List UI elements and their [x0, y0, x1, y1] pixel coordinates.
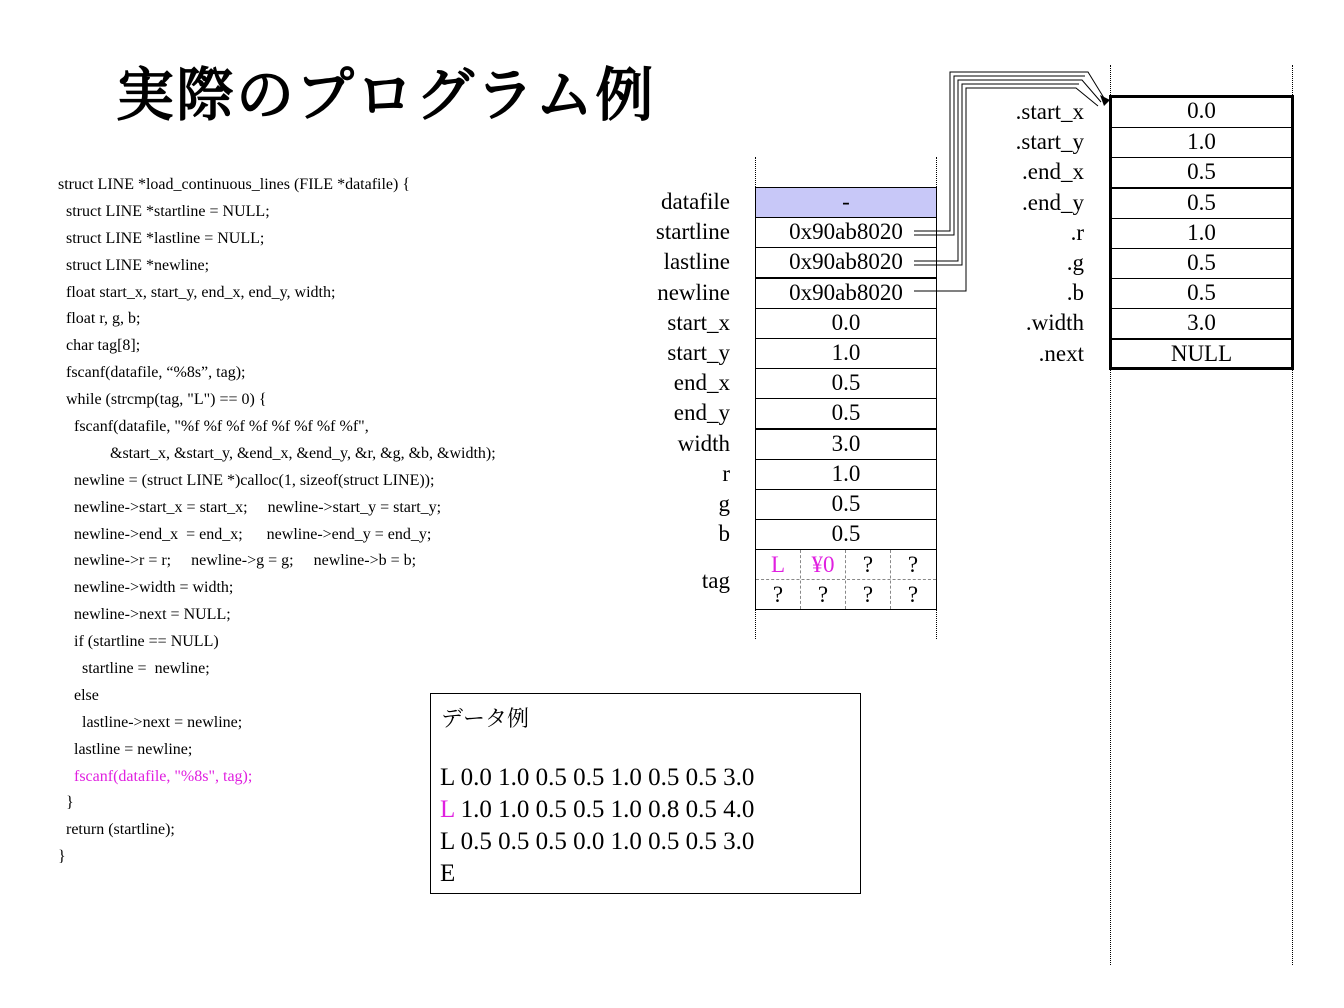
stack-var-value: 0x90ab8020 [755, 217, 937, 248]
stack-var-label: startline [655, 219, 730, 245]
stack-top-edge-left [755, 157, 756, 187]
data-line-tag: L [440, 796, 455, 823]
stack-var-label: start_x [667, 309, 730, 335]
code-line: startline = newline; [58, 660, 210, 678]
code-line: if (startline == NULL) [58, 633, 219, 651]
tag-label: tag [701, 568, 730, 593]
data-line-values: 0.0 1.0 0.5 0.5 1.0 0.5 0.5 3.0 [454, 764, 755, 791]
code-line: fscanf(datafile, "%f %f %f %f %f %f %f %f", [58, 418, 369, 436]
data-example-box [430, 693, 861, 894]
code-line: &start_x, &start_y, &end_x, &end_y, &r, &g, &b, &width); [58, 444, 496, 462]
struct-field-value: 1.0 [1112, 218, 1291, 249]
tag-char: ? [862, 552, 874, 577]
struct-field-label: .start_y [1015, 129, 1084, 155]
code-line: } [58, 848, 66, 866]
struct-field-value: 1.0 [1112, 127, 1291, 158]
stack-var-value: 3.0 [755, 429, 937, 460]
tag-char: ? [907, 552, 919, 577]
code-line: lastline = newline; [58, 740, 193, 758]
stack-bottom-edge-left [755, 609, 756, 639]
stack-var-label: newline [657, 279, 730, 305]
code-line: float r, g, b; [58, 310, 141, 328]
code-line: newline->next = NULL; [58, 606, 231, 624]
struct-field-label: .g [1066, 250, 1084, 275]
stack-var-value: 0x90ab8020 [755, 278, 937, 309]
stack-var-value: 1.0 [755, 338, 937, 369]
code-line: struct LINE *load_continuous_lines (FILE *datafile) { [58, 176, 411, 193]
code-line: fscanf(datafile, "%8s", tag); [58, 767, 253, 785]
tag-char: ? [817, 582, 829, 607]
data-line-tag: L [440, 764, 455, 791]
stack-var-label: start_y [667, 340, 730, 365]
stack-var-value: - [755, 187, 937, 218]
code-line: fscanf(datafile, “%8s”, tag); [58, 364, 246, 382]
data-line-tag: E [440, 860, 456, 887]
code-line: struct LINE *newline; [58, 256, 210, 274]
stack-var-value: 0.5 [755, 368, 937, 399]
stack-var-value: 0x90ab8020 [755, 247, 937, 278]
code-line: float start_x, start_y, end_x, end_y, width; [58, 283, 336, 301]
code-line: newline = (struct LINE *)calloc(1, sizeof(struct LINE)); [58, 471, 435, 489]
struct-field-label: .width [1025, 310, 1084, 336]
stack-var-label: width [677, 430, 730, 456]
code-line: return (startline); [58, 821, 175, 839]
code-line: lastline->next = newline; [58, 713, 243, 731]
stack-var-value: 1.0 [755, 459, 937, 490]
struct-field-value: 0.5 [1112, 188, 1291, 219]
tag-char: ¥0 [811, 552, 835, 577]
code-line: newline->r = r; newline->g = g; newline->b = b; [58, 552, 417, 570]
stack-var-label: g [718, 491, 730, 516]
stack-var-label: end_y [673, 400, 730, 426]
code-line: struct LINE *startline = NULL; [58, 202, 270, 220]
struct-field-label: .end_x [1022, 159, 1084, 185]
struct-field-label: .end_y [1022, 189, 1084, 215]
tag-char: ? [862, 582, 874, 607]
struct-field-label: .r [1070, 219, 1084, 245]
stack-var-value: 0.0 [755, 308, 937, 339]
slide-title: 実際のプログラム例 [116, 61, 656, 129]
stack-top-edge-right [936, 157, 937, 187]
data-example-line [440, 860, 455, 888]
code-line: newline->start_x = start_x; newline->start_y = start_y; [58, 498, 442, 516]
struct-field-value: 3.0 [1112, 308, 1291, 339]
stack-var-label: b [718, 521, 730, 547]
struct-field-value: 0.5 [1112, 248, 1291, 279]
stack-bottom-edge-right [936, 609, 937, 639]
struct-field-value: 0.5 [1112, 278, 1291, 309]
struct-field-label: .start_x [1015, 99, 1084, 124]
struct-field-value: NULL [1112, 339, 1291, 370]
tag-char: L [770, 552, 786, 577]
stack-var-value: 0.5 [755, 519, 937, 550]
code-line: newline->end_x = end_x; newline->end_y = end_y; [58, 525, 432, 543]
stack-var-value: 0.5 [755, 489, 937, 520]
code-line: else [58, 686, 99, 704]
data-example-line [440, 828, 754, 856]
data-example-line [440, 796, 754, 824]
struct-field-label: .next [1038, 340, 1084, 366]
code-line: while (strcmp(tag, "L") == 0) { [58, 391, 267, 409]
struct-field-value: 0.5 [1112, 157, 1291, 188]
code-line: char tag[8]; [58, 337, 141, 355]
data-example-line [440, 764, 754, 792]
code-line: } [58, 794, 74, 812]
data-line-tag: L [440, 828, 455, 855]
struct-field-value: 0.0 [1112, 97, 1291, 128]
stack-var-label: lastline [663, 249, 730, 275]
tag-char: ? [772, 582, 784, 607]
data-example-title: データ例 [441, 707, 530, 732]
stack-var-label: end_x [673, 370, 730, 396]
stack-var-label: r [722, 460, 730, 486]
data-line-values: 0.5 0.5 0.5 0.0 1.0 0.5 0.5 3.0 [454, 828, 755, 855]
stack-var-label: datafile [661, 189, 730, 214]
struct-field-label: .b [1066, 280, 1084, 306]
tag-row-divider [756, 579, 936, 580]
code-line: struct LINE *lastline = NULL; [58, 229, 265, 247]
tag-char: ? [907, 582, 919, 607]
code-line: newline->width = width; [58, 579, 234, 597]
data-line-values: 1.0 1.0 0.5 0.5 1.0 0.8 0.5 4.0 [454, 796, 755, 823]
stack-var-value: 0.5 [755, 398, 937, 429]
